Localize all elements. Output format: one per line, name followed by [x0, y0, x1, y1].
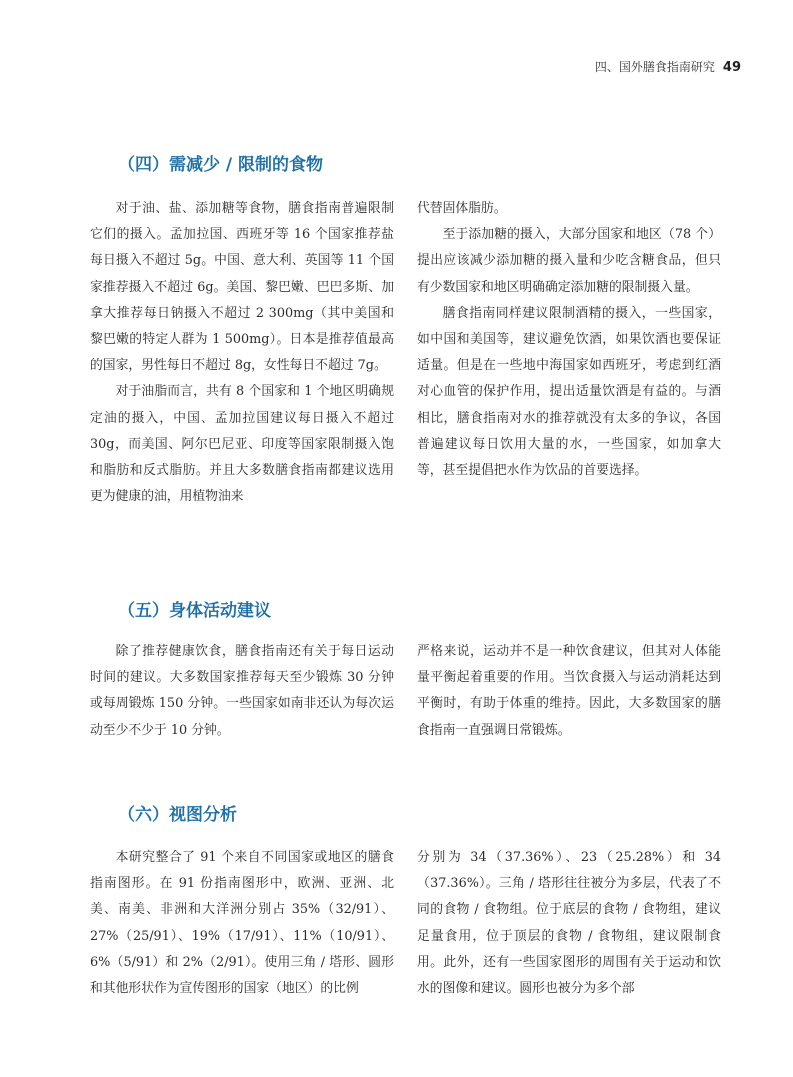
- running-head: [595, 58, 741, 75]
- paragraph: 分别为 34（37.36%）、23（25.28%）和 34（37.36%）。三角 / 塔形往往被分为多层，代表了不同的食物 / 食物组。位于底层的食物 / 食物组，建议足量食用，位于顶层的食物 / 食物组，建议限制食用。此外，还有一些国家图形的周围有关于运动和饮水的图像和建议。圆形也被分为多个部: [417, 850, 721, 997]
- paragraph: 代替固体脂肪。: [417, 201, 507, 216]
- running-head-section: 四、国外膳食指南研究: [594, 60, 715, 74]
- paragraph: 至于添加糖的摄入，大部分国家和地区（78 个）提出应该减少添加糖的摄入量和少吃含糖食品，但只有少数国家和地区明确确定添加糖的限制摄入量。: [417, 227, 721, 295]
- section-4-body: [90, 196, 721, 510]
- section-4-left-column: [90, 196, 394, 510]
- paragraph: 严格来说，运动并不是一种饮食建议，但其对人体能量平衡起着重要的作用。当饮食摄入与运动消耗达到平衡时，有助于体重的维持。因此，大多数国家的膳食指南一直强调日常锻炼。: [417, 644, 721, 738]
- section-5-right-column: [417, 639, 721, 744]
- section-5-left-column: [90, 639, 394, 744]
- paragraph: 对于油脂而言，共有 8 个国家和 1 个地区明确规定油的摄入，中国、孟加拉国建议每日摄入不超过 30g，而美国、阿尔巴尼亚、印度等国家限制摄入饱和脂肪和反式脂肪。并且大多数膳食指南都建议选用更为健康的油，用植物油来: [90, 384, 394, 505]
- page-number: 49: [722, 60, 741, 75]
- paragraph: 对于油、盐、添加糖等食物，膳食指南普遍限制它们的摄入。孟加拉国、西班牙等 16 个国家推荐盐每日摄入不超过 5g。中国、意大利、英国等 11 个国家推荐摄入不超过 6g。美国、黎巴嫩、巴巴多斯、加拿大推荐每日钠摄入不超过 2 300mg（其中美国和黎巴嫩的特定人群为 1 500mg）。日本是推荐值最高的国家，男性每日不超过 8g，女性每日不超过 7g。: [90, 201, 394, 374]
- section-title-5: （五）身体活动建议: [118, 601, 271, 621]
- paragraph: 本研究整合了 91 个来自不同国家或地区的膳食指南图形。在 91 份指南图形中，欧洲、亚洲、北美、南美、非洲和大洋洲分别占 35%（32/91）、27%（25/91）、19%（17/91）、11%（10/91）、6%（5/91）和 2%（2/91）。使用三角 / 塔形、圆形和其他形状作为宣传图形的国家（地区）的比例: [90, 850, 394, 997]
- section-title-4: （四）需减少 / 限制的食物: [118, 155, 324, 175]
- section-title-6: （六）视图分析: [118, 805, 237, 825]
- paragraph: 除了推荐健康饮食，膳食指南还有关于每日运动时间的建议。大多数国家推荐每天至少锻炼 30 分钟或每周锻炼 150 分钟。一些国家如南非还认为每次运动至少不少于 10 分钟。: [90, 644, 394, 738]
- paragraph: 膳食指南同样建议限制酒精的摄入，一些国家，如中国和美国等，建议避免饮酒，如果饮酒也要保证适量。但是在一些地中海国家如西班牙，考虑到红酒对心血管的保护作用，提出适量饮酒是有益的。与酒相比，膳食指南对水的推荐就没有太多的争议，各国普遍建议每日饮用大量的水，一些国家，如加拿大等，甚至提倡把水作为饮品的首要选择。: [417, 305, 721, 479]
- section-6-right-column: [417, 845, 721, 1002]
- section-5-body: [90, 639, 721, 744]
- section-6-body: [90, 845, 721, 1002]
- section-6-left-column: [90, 845, 394, 1002]
- section-4-right-column: [417, 196, 721, 510]
